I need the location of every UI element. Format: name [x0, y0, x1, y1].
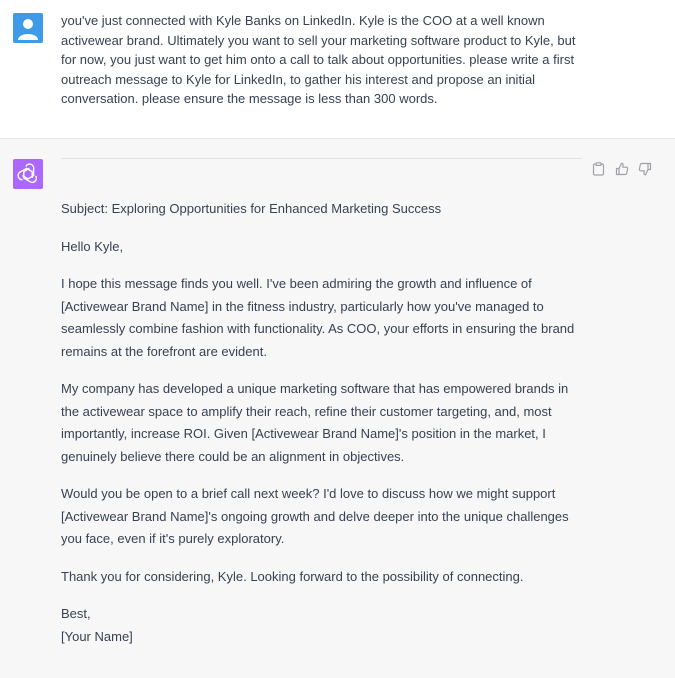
- assistant-message-text: [61, 198, 589, 663]
- email-paragraph: Would you be open to a brief call next week? I'd love to discuss how we might support [Activewear Brand Name]'s ongoing growth and delve deeper into the unique challenges you face, even if it's purely exploratory.: [61, 486, 569, 546]
- email-paragraph: My company has developed a unique marketing software that has empowered brands in the activewear space to amplify their reach, refine their customer targeting, and, most importantly, increase ROI. Given [Activewear Brand Name]'s position in the market, I genuinely believe there could be an alignment in objectives.: [61, 381, 569, 464]
- email-paragraph: I hope this message finds you well. I've been admiring the growth and influence of [Activewear Brand Name] in the fitness industry, particularly how you've managed to seamlessly combine fashion with functionality. As COO, your efforts in ensuring the brand remains at the forefront are evident.: [61, 276, 575, 359]
- message-divider: [61, 158, 582, 159]
- user-avatar: [13, 13, 43, 43]
- message-actions: [590, 160, 653, 178]
- email-paragraph: Thank you for considering, Kyle. Looking forward to the possibility of connecting.: [61, 568, 524, 584]
- thumbs-up-icon: [615, 162, 629, 176]
- openai-logo-icon: [13, 159, 43, 189]
- signoff-line: Best,: [61, 606, 91, 621]
- signature-line: [Your Name]: [61, 628, 133, 644]
- assistant-message: [0, 140, 675, 678]
- email-subject: Subject: Exploring Opportunities for Enhanced Marketing Success: [61, 201, 442, 216]
- thumbs-down-button[interactable]: [636, 160, 653, 177]
- clipboard-icon: [592, 162, 605, 176]
- email-greeting: Hello Kyle,: [61, 238, 124, 254]
- assistant-avatar: [13, 159, 43, 189]
- copy-button[interactable]: [590, 160, 607, 177]
- user-icon: [13, 13, 43, 43]
- email-signoff: [61, 603, 589, 648]
- user-message-text: you've just connected with Kyle Banks on LinkedIn. Kyle is the COO at a well known activewear brand. Ultimately you want to sell your marketing software product to Kyle, but for now, you just want to get him onto a call to talk about opportunities. please write a first outreach message to Kyle for LinkedIn, to gather his interest and propose an initial conversation. please ensure the message is less than 300 words.: [61, 13, 576, 106]
- user-message: [0, 0, 675, 139]
- thumbs-down-icon: [638, 162, 652, 176]
- thumbs-up-button[interactable]: [613, 160, 630, 177]
